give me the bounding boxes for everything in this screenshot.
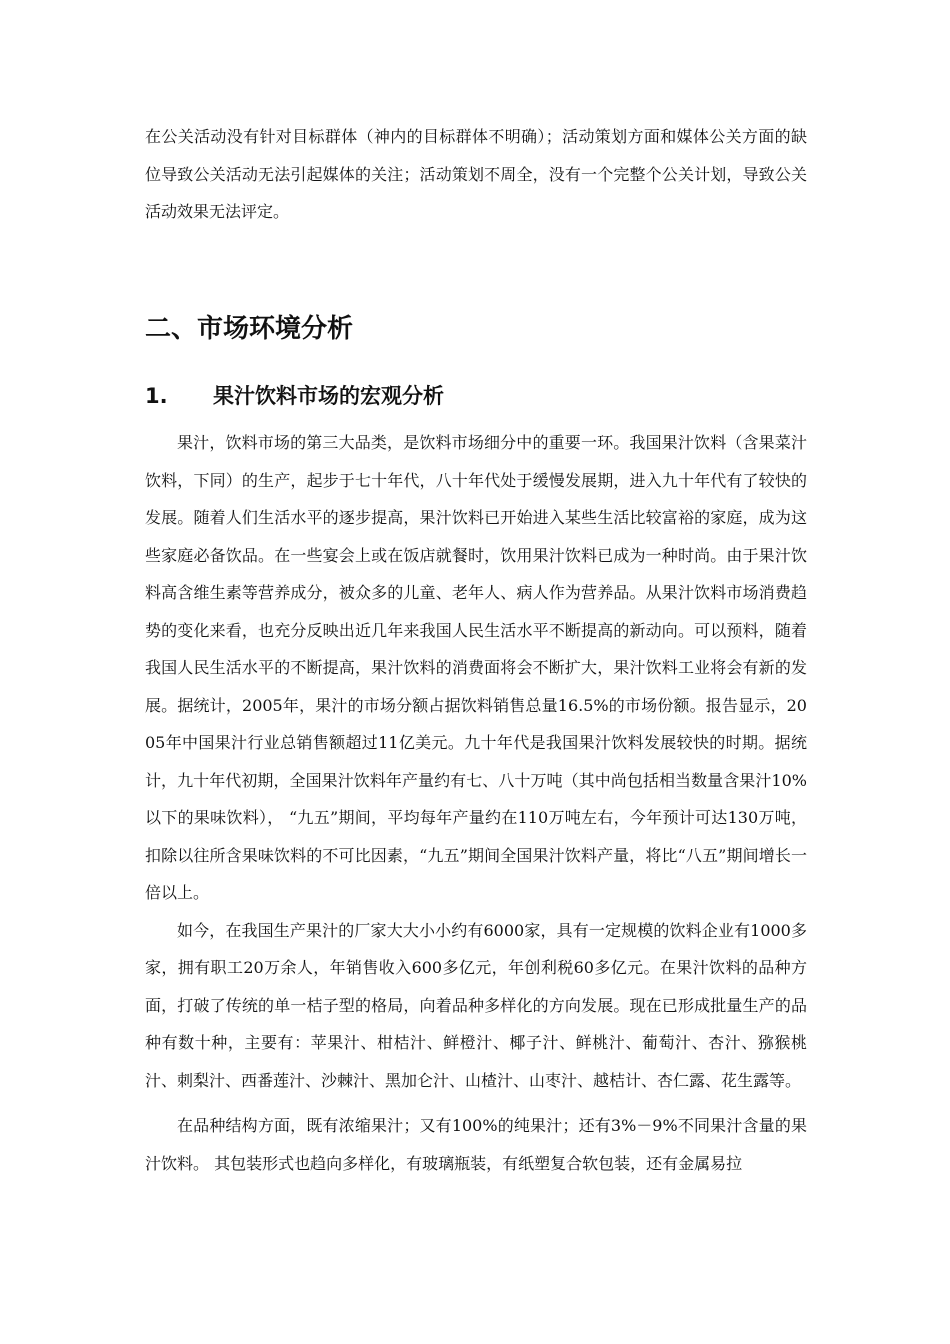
paragraph-market-overview: 果汁，饮料市场的第三大品类，是饮料市场细分中的重要一环。我国果汁饮料（含果菜汁饮料，下同）的生产，起步于七十年代，八十年代处于缓慢发展期，进入九十年代有了较快的发展。随着人们生活水平的逐步提高，果汁饮料已开始进入某些生活比较富裕的家庭，成为这些家庭必备饮品。在一些宴会上或在饭店就餐时，饮用果汁饮料已成为一种时尚。由于果汁饮料高含维生素等营养成分，被众多的儿童、老年人、病人作为营养品。从果汁饮料市场消费趋势的变化来看，也充分反映出近几年来我国人民生活水平不断提高的新动向。可以预料，随着我国人民生活水平的不断提高，果汁饮料的消费面将会不断扩大，果汁饮料工业将会有新的发展。据统计，2005年，果汁的市场分额占据饮料销售总量16.5%的市场份额。报告显示，2005年中国果汁行业总销售额超过11亿美元。九十年代是我国果汁饮料发展较快的时期。据统计，九十年代初期，全国果汁饮料年产量约有七、八十万吨（其中尚包括相当数量含果汁10%以下的果味饮料）， “九五”期间，平均每年产量约在110万吨左右，今年预计可达130万吨，扣除以往所含果味饮料的不可比因素，“九五”期间全国果汁饮料产量，将比“八五”期间增长一倍以上。	[145, 433, 807, 902]
subsection-title: 果汁饮料市场的宏观分析	[213, 384, 444, 408]
paragraph-manufacturers: 如今，在我国生产果汁的厂家大大小小约有6000家，具有一定规模的饮料企业有1000多家，拥有职工20万余人，年销售收入600多亿元，年创利税60多亿元。在果汁饮料的品种方面，打破了传统的单一桔子型的格局，向着品种多样化的方向发展。现在已形成批量生产的品种有数十种，主要有：苹果汁、柑桔汁、鲜橙汁、椰子汁、鲜桃汁、葡萄汁、杏汁、猕猴桃汁、刺梨汁、西番莲汁、沙棘汁、黑加仑汁、山楂汁、山枣汁、越桔计、杏仁露、花生露等。	[145, 920, 807, 1090]
paragraph-gap	[145, 1099, 807, 1107]
body-text	[145, 424, 807, 1182]
section-heading: 二、市场环境分析	[145, 314, 354, 344]
subsection-number: 1.	[145, 384, 168, 408]
paragraph-product-structure: 在品种结构方面，既有浓缩果汁；又有100%的纯果汁；还有3%－9%不同果汁含量的果汁饮料。 其包装形式也趋向多样化，有玻璃瓶装，有纸塑复合软包装，还有金属易拉	[145, 1116, 807, 1173]
intro-paragraph: 在公关活动没有针对目标群体（神内的目标群体不明确）；活动策划方面和媒体公关方面的缺位导致公关活动无法引起媒体的关注；活动策划不周全，没有一个完整个公关计划，导致公关活动效果无法评定。	[145, 127, 807, 221]
page-content	[145, 118, 807, 1173]
subsection-heading	[145, 381, 444, 411]
